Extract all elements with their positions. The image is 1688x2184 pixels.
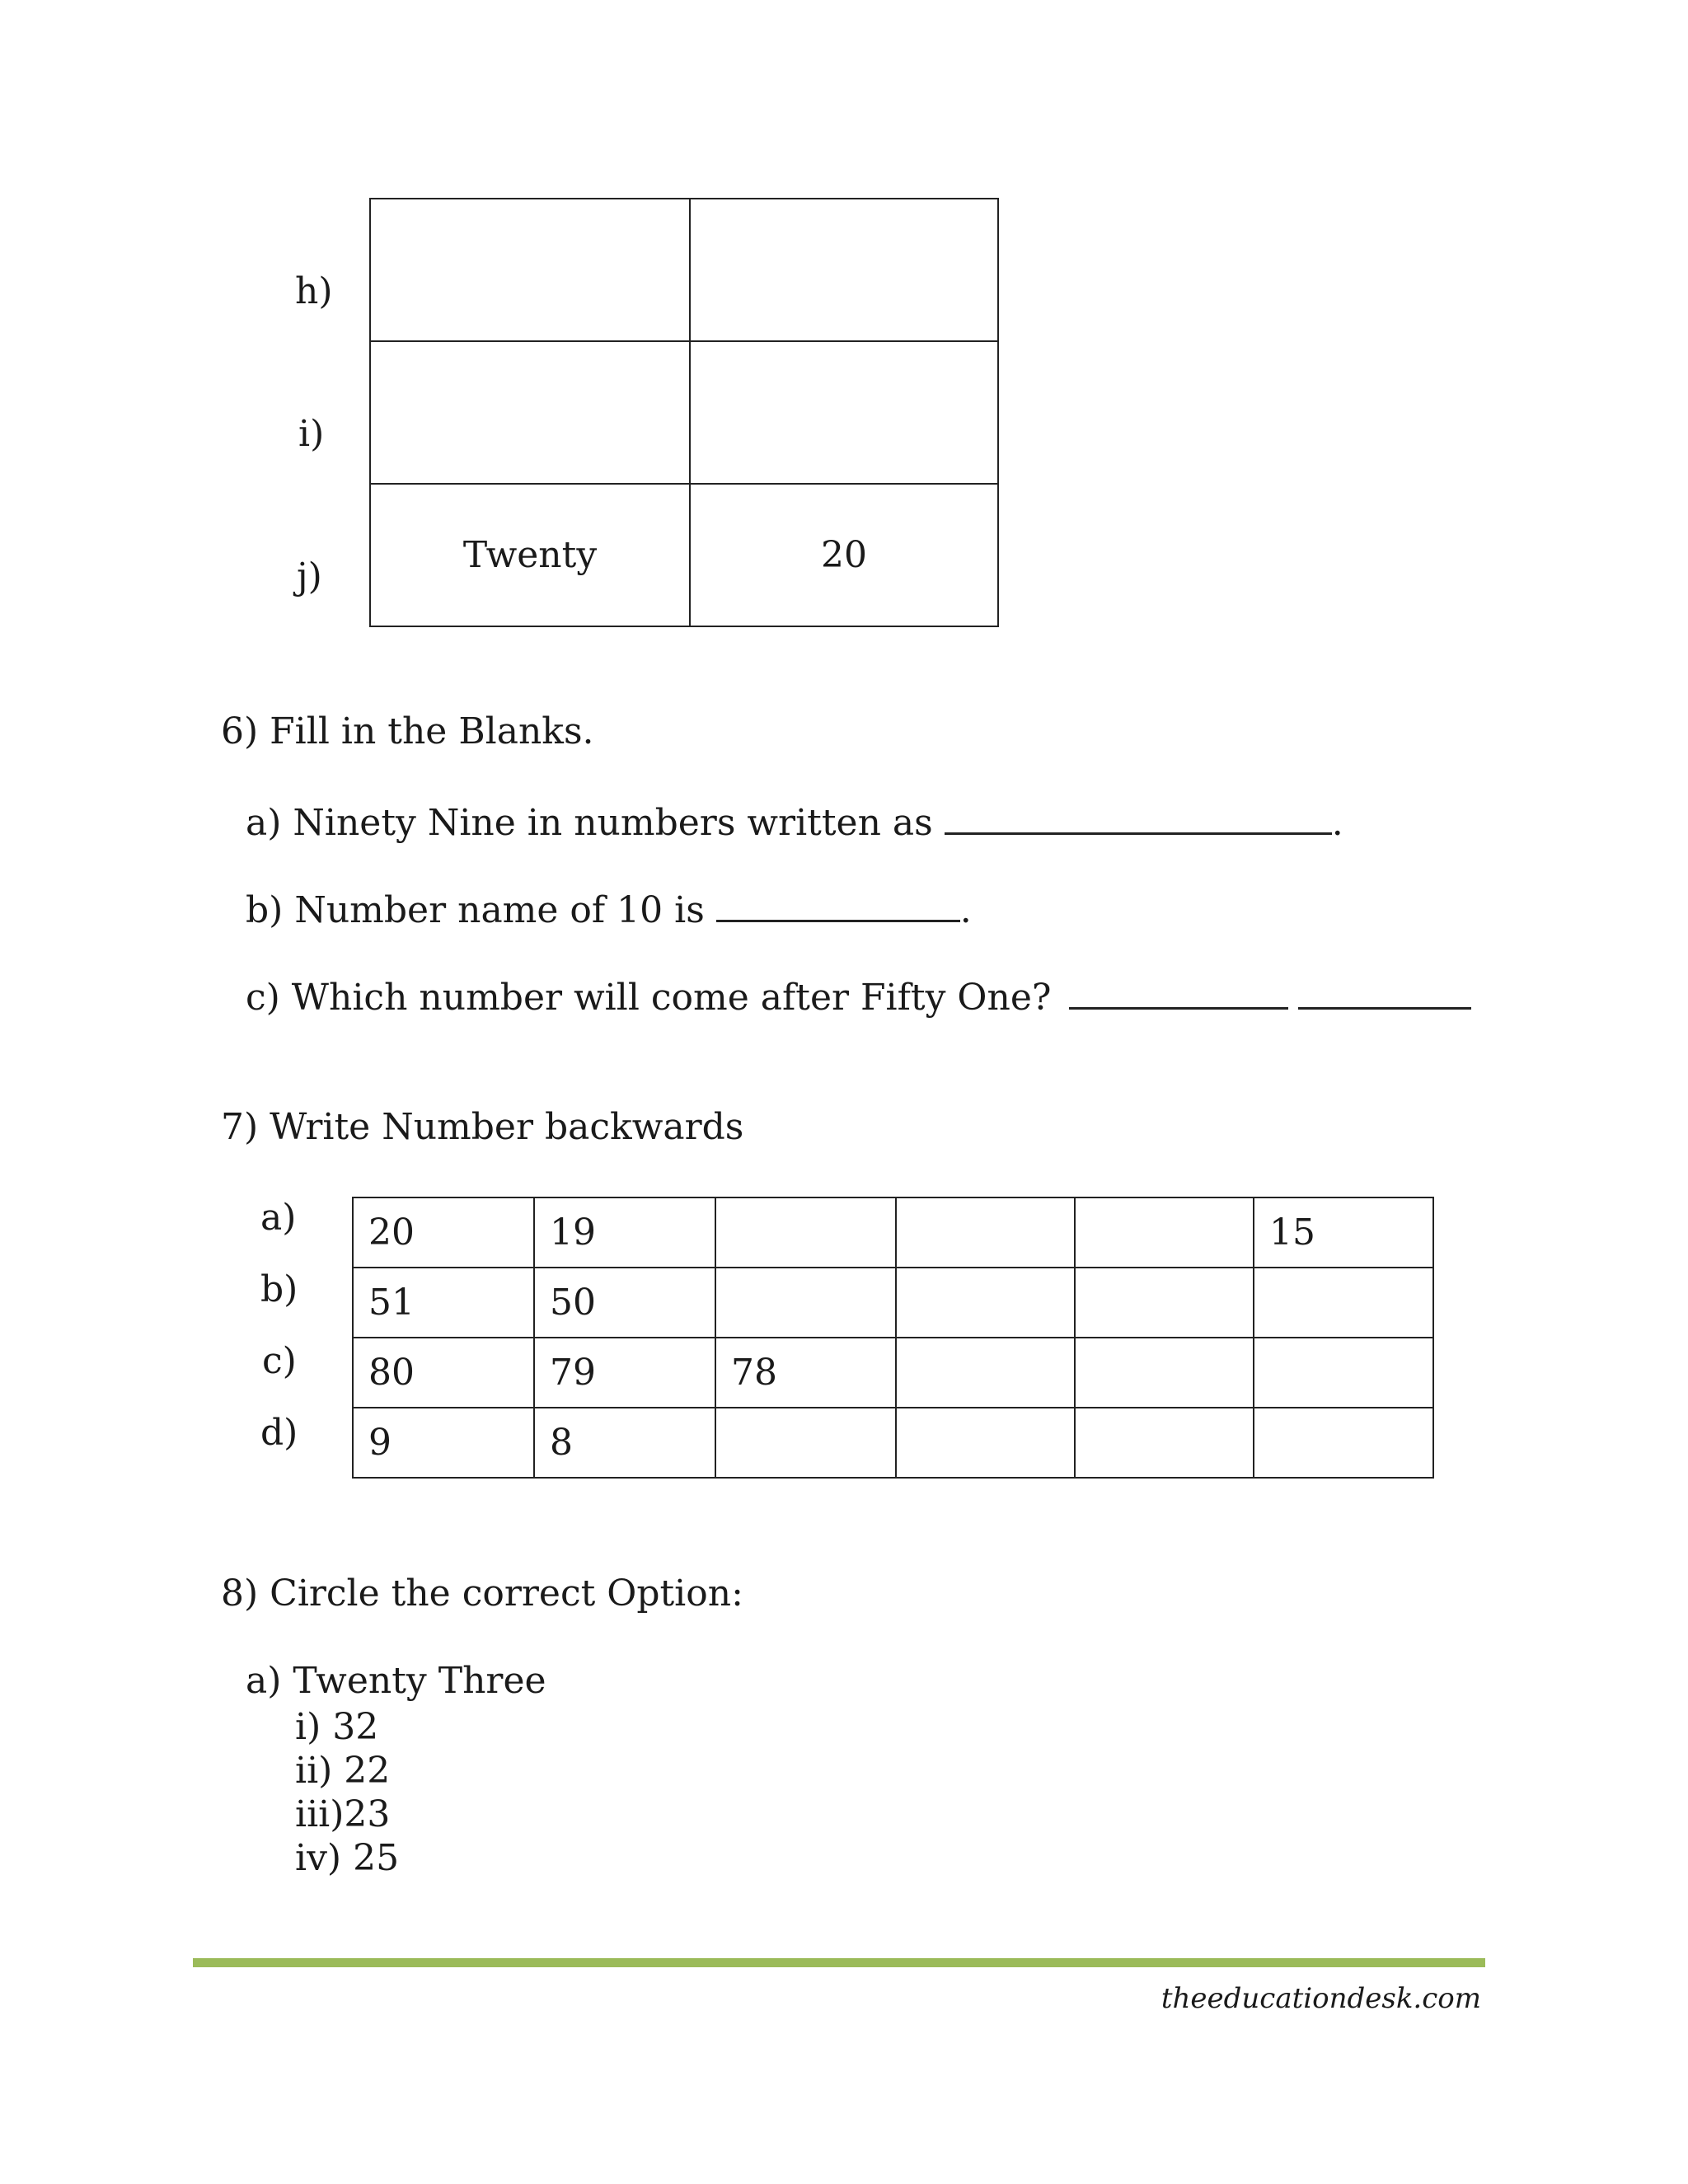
table-row <box>353 1197 1433 1268</box>
question-6b-suffix: . <box>959 889 972 931</box>
table-cell: 50 <box>534 1268 715 1338</box>
question-7-heading: 7) Write Number backwards <box>221 1106 744 1148</box>
row-label-h: h) <box>295 270 333 312</box>
table-cell[interactable] <box>896 1408 1075 1478</box>
table-cell: 8 <box>534 1408 715 1478</box>
answer-blank-6c-2[interactable] <box>1298 976 1471 1010</box>
table-cell[interactable] <box>1254 1338 1433 1408</box>
table-row <box>353 1338 1433 1408</box>
backwards-number-table <box>352 1197 1434 1479</box>
footer-divider <box>193 1958 1485 1967</box>
answer-blank-6c-1[interactable] <box>1069 976 1288 1010</box>
table-cell[interactable] <box>1075 1268 1254 1338</box>
row-label-c: c) <box>262 1340 297 1382</box>
row-label-i: i) <box>298 413 325 455</box>
option-iii[interactable]: iii)23 <box>295 1793 391 1835</box>
table-cell[interactable] <box>1075 1197 1254 1268</box>
table-cell: 19 <box>534 1197 715 1268</box>
footer-website: theeducationdesk.com <box>1160 1982 1481 2015</box>
table-cell[interactable] <box>1075 1408 1254 1478</box>
table-cell[interactable] <box>1254 1408 1433 1478</box>
question-6a-text: a) Ninety Nine in numbers written as <box>246 802 945 844</box>
table-cell[interactable] <box>896 1268 1075 1338</box>
table-cell[interactable] <box>715 1268 896 1338</box>
option-i[interactable]: i) 32 <box>295 1706 379 1748</box>
answer-blank-6a[interactable] <box>945 801 1332 835</box>
table-cell-word[interactable] <box>370 341 690 484</box>
table-row <box>353 1408 1433 1478</box>
table-row <box>370 484 998 626</box>
row-label-j: j) <box>297 555 322 598</box>
table-cell-word: Twenty <box>370 484 690 626</box>
question-6b-text: b) Number name of 10 is <box>246 889 716 931</box>
table-cell: 15 <box>1254 1197 1433 1268</box>
option-iv[interactable]: iv) 25 <box>295 1837 400 1879</box>
table-cell-number[interactable] <box>690 199 998 341</box>
row-label-a: a) <box>260 1197 297 1239</box>
table-cell-number: 20 <box>690 484 998 626</box>
table-cell-number[interactable] <box>690 341 998 484</box>
answer-blank-6b[interactable] <box>716 888 960 922</box>
question-6c-text: c) Which number will come after Fifty One? <box>246 977 1063 1019</box>
number-name-table <box>369 198 999 627</box>
table-cell: 80 <box>353 1338 534 1408</box>
question-8-heading: 8) Circle the correct Option: <box>221 1572 743 1615</box>
table-cell[interactable] <box>896 1197 1075 1268</box>
question-8a: a) Twenty Three <box>246 1660 546 1702</box>
row-label-d: d) <box>260 1412 298 1454</box>
table-cell-word[interactable] <box>370 199 690 341</box>
question-6b <box>246 888 972 929</box>
table-cell[interactable] <box>715 1408 896 1478</box>
table-cell[interactable] <box>1075 1338 1254 1408</box>
table-cell: 9 <box>353 1408 534 1478</box>
table-cell: 79 <box>534 1338 715 1408</box>
table-cell: 78 <box>715 1338 896 1408</box>
question-6-heading: 6) Fill in the Blanks. <box>221 710 594 752</box>
question-6a-suffix: . <box>1331 802 1343 844</box>
table-row <box>353 1268 1433 1338</box>
question-6a <box>246 801 1343 844</box>
table-cell[interactable] <box>715 1197 896 1268</box>
table-cell[interactable] <box>896 1338 1075 1408</box>
table-cell: 51 <box>353 1268 534 1338</box>
table-row <box>370 341 998 484</box>
table-cell[interactable] <box>1254 1268 1433 1338</box>
question-6c <box>246 976 1471 1019</box>
row-label-b: b) <box>260 1268 298 1310</box>
option-ii[interactable]: ii) 22 <box>295 1750 391 1792</box>
table-row <box>370 199 998 341</box>
table-cell: 20 <box>353 1197 534 1268</box>
